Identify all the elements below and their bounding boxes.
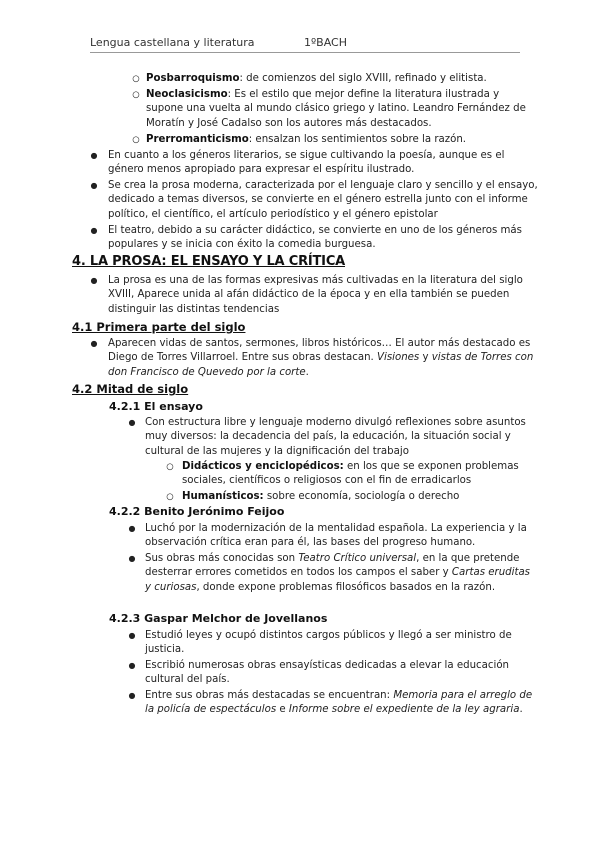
header-subject: Lengua castellana y literatura	[90, 36, 255, 49]
sub-item-didacticos: Didácticos y enciclopédicos: en los que se exponen problemas sociales, científicos o religiosos con el fin de erradicarlos	[182, 461, 519, 487]
section-4-2-2-bullet-1: Luchó por la modernización de la mentalidad española. La experiencia y la observación crítica eran para él, las bases del progreso humano.	[145, 523, 527, 549]
sub-item-neoclasicismo: Neoclasicismo: Es el estilo que mejor define la literatura ilustrada y supone una vuelta al mundo clásico griego y latino. Leandro Fernández de Moratín y José Cadalso son los autores más destacados.	[146, 89, 526, 129]
section-4-2-3-bullet-2: Escribió numerosas obras ensayísticas dedicadas a elevar la educación cultural del país.	[145, 660, 510, 686]
bullet-icon: ●	[90, 181, 98, 190]
bullet-prosa-moderna: Se crea la prosa moderna, caracterizada por el lenguaje claro y sencillo y el ensayo, dedicado a temas diversos, se convierte en el género estrella junto con el informe político, el científico, el artículo periodístico y el género epistolar	[108, 180, 538, 220]
section-4-bullet: La prosa es una de las formas expresivas más cultivadas en la literatura del siglo XVIII, Aparece unida al afán didáctico de la época y en ella también se pueden distinguir las distintas tendencias	[108, 275, 523, 315]
section-4-1-bullet: Aparecen vidas de santos, sermones, libros históricos… El autor más destacado es Diego de Torres Villarroel. Entre sus obras destacan. Visiones y vistas de Torres con don Francisco de Quevedo por la corte.	[108, 338, 534, 378]
section-4-2-2-bullet-2: Sus obras más conocidas son Teatro Crítico universal, en la que pretende desterrar errores cometidos en todos los campos el saber y Cartas eruditas y curiosas, donde expone problemas filosóficos basados en la razón.	[145, 553, 530, 593]
sub-item-posbarroquismo: Posbarroquismo: de comienzos del siglo XVIII, refinado y elitista.	[146, 73, 487, 84]
circle-bullet-icon: ○	[132, 90, 140, 100]
section-4-2-3-bullet-1: Estudió leyes y ocupó distintos cargos públicos y llegó a ser ministro de justicia.	[145, 630, 512, 656]
sub-item-humanisticos: Humanísticos: sobre economía, sociología o derecho	[182, 491, 460, 502]
bullet-generos: En cuanto a los géneros literarios, se sigue cultivando la poesía, aunque es el género menos apropiado para expresar el espíritu ilustrado.	[108, 150, 505, 176]
bullet-icon: ●	[128, 691, 136, 700]
bullet-icon: ●	[128, 524, 136, 533]
circle-bullet-icon: ○	[132, 74, 140, 84]
bullet-icon: ●	[90, 339, 98, 348]
section-4-2-3-heading: 4.2.3 Gaspar Melchor de Jovellanos	[109, 612, 328, 625]
section-4-2-heading: 4.2 Mitad de siglo	[72, 382, 189, 396]
section-4-2-1-heading: 4.2.1 El ensayo	[109, 400, 203, 413]
bullet-icon: ●	[90, 276, 98, 285]
section-4-1-heading: 4.1 Primera parte del siglo	[72, 320, 246, 334]
page-header	[90, 30, 520, 53]
bullet-icon: ●	[128, 554, 136, 563]
bullet-icon: ●	[90, 226, 98, 235]
bullet-icon: ●	[128, 661, 136, 670]
section-4-2-3-bullet-3: Entre sus obras más destacadas se encuentran: Memoria para el arreglo de la policía de espectáculos e Informe sobre el expediente de la ley agraria.	[145, 690, 533, 716]
bullet-icon: ●	[128, 418, 136, 427]
sub-item-prerromanticismo: Prerromanticismo: ensalzan los sentimientos sobre la razón.	[146, 134, 467, 145]
bullet-teatro: El teatro, debido a su carácter didáctico, se convierte en uno de los géneros más populares y se inicia con éxito la comedia burguesa.	[108, 225, 522, 251]
circle-bullet-icon: ○	[132, 135, 140, 145]
bullet-icon: ●	[90, 151, 98, 160]
section-4-2-1-bullet: Con estructura libre y lenguaje moderno divulgó reflexiones sobre asuntos muy diversos: la decadencia del país, la educación, la situación social y cultural de las mujeres y la dignificación del trabajo	[145, 417, 526, 457]
section-4-heading: 4. LA PROSA: EL ENSAYO Y LA CRÍTICA	[72, 254, 346, 269]
bullet-icon: ●	[128, 631, 136, 640]
circle-bullet-icon: ○	[166, 462, 174, 472]
header-course: 1ºBACH	[304, 36, 348, 49]
section-4-2-2-heading: 4.2.2 Benito Jerónimo Feijoo	[109, 505, 285, 518]
circle-bullet-icon: ○	[166, 492, 174, 502]
